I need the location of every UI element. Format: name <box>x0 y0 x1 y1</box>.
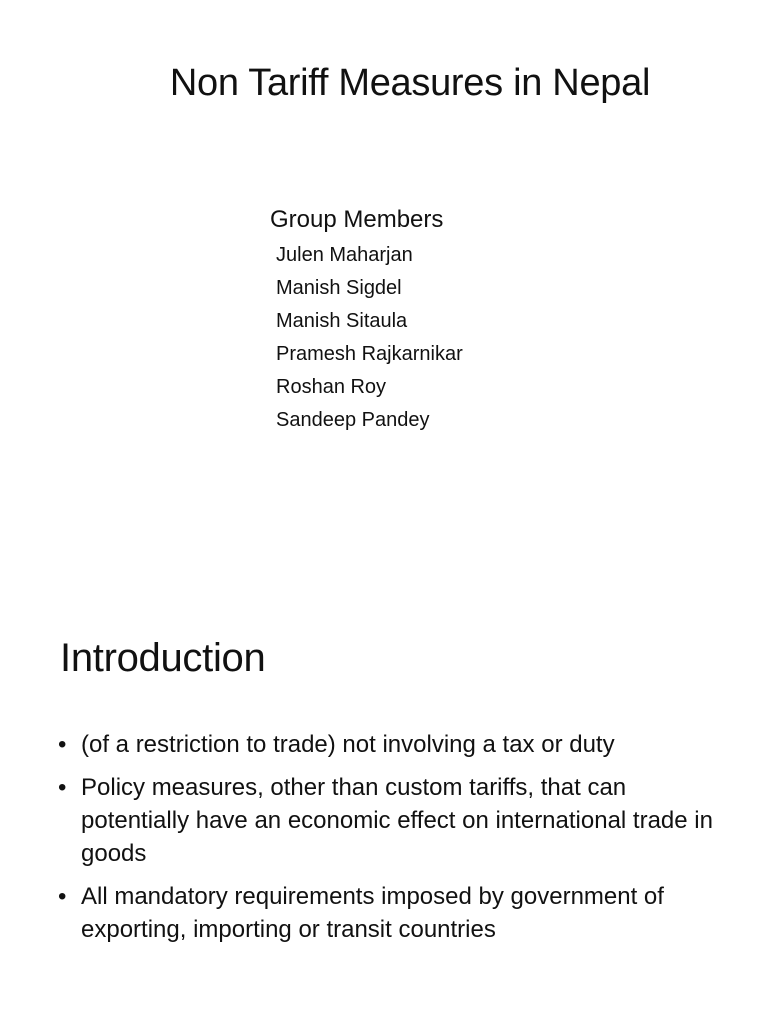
member-name: Julen Maharjan <box>276 244 413 266</box>
bullet-dot-icon: • <box>58 774 67 801</box>
slide-title: Non Tariff Measures in Nepal <box>169 62 651 104</box>
introduction-slide <box>0 576 768 1024</box>
bullet-text: (of a restriction to trade) not involving a tax or duty <box>81 731 615 758</box>
bullet-item <box>56 728 716 761</box>
group-members-heading: Group Members <box>270 206 444 233</box>
member-name: Pramesh Rajkarnikar <box>276 343 463 365</box>
bullet-list <box>56 728 716 956</box>
members-list <box>270 239 463 437</box>
bullet-item <box>56 771 716 870</box>
member-name: Roshan Roy <box>276 376 387 398</box>
member-name: Manish Sitaula <box>276 310 408 332</box>
bullet-dot-icon: • <box>58 731 67 758</box>
member-name: Sandeep Pandey <box>276 409 430 431</box>
bullet-dot-icon: • <box>58 883 67 910</box>
group-members-block <box>270 203 463 437</box>
bullet-text: Policy measures, other than custom tariffs, that can potentially have an economic effect on international trade in goods <box>81 774 713 867</box>
bullet-item <box>56 880 716 946</box>
bullet-text: All mandatory requirements imposed by government of exporting, importing or transit countries <box>81 883 664 943</box>
introduction-heading: Introduction <box>60 636 266 680</box>
member-name: Manish Sigdel <box>276 277 402 299</box>
